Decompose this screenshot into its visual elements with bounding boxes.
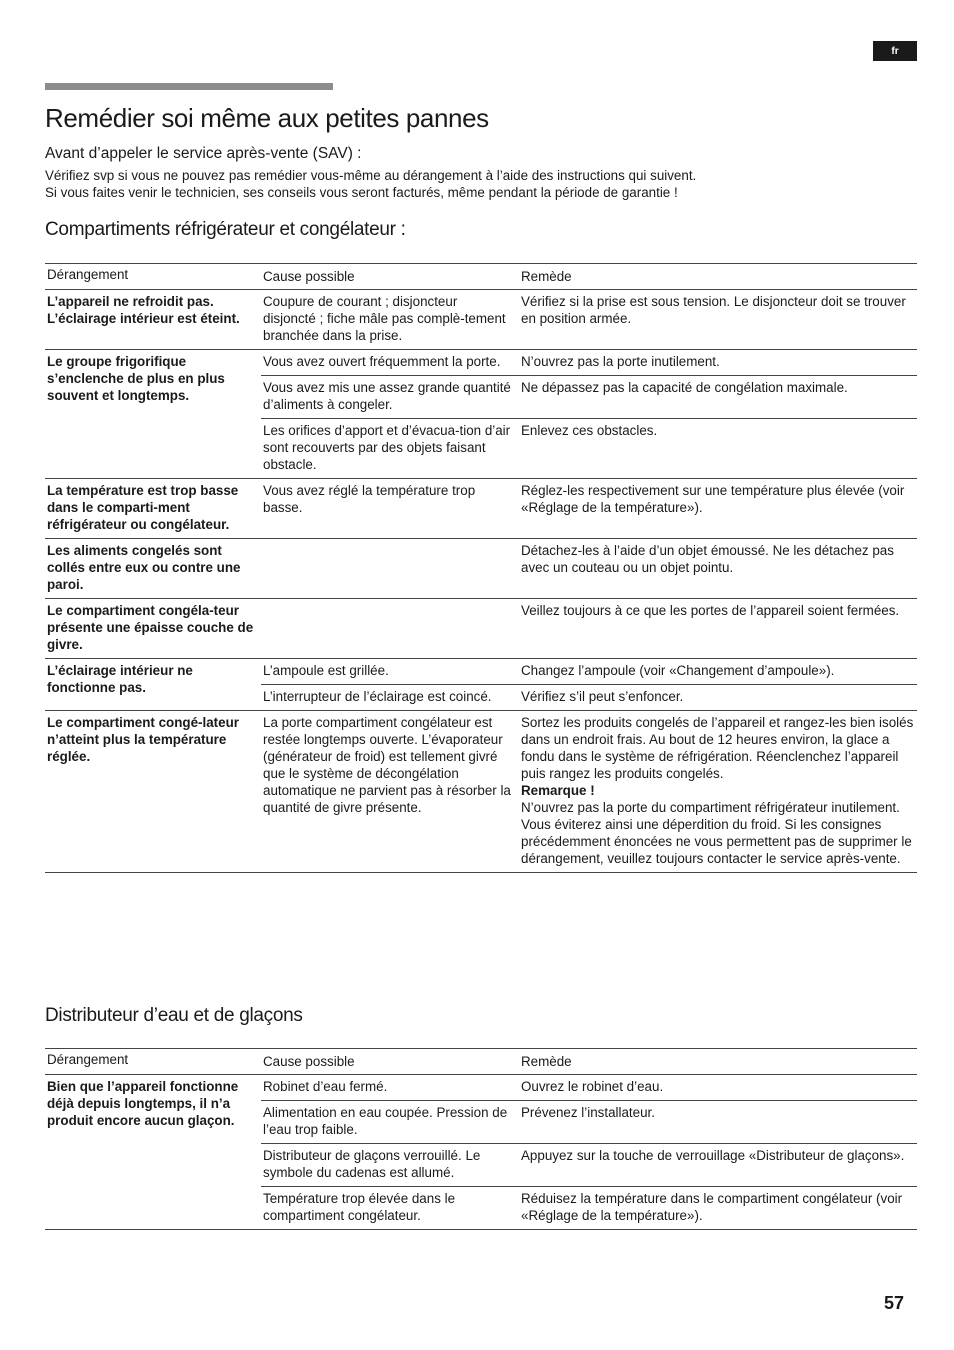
table-row <box>45 539 917 599</box>
cause-cell <box>261 539 519 599</box>
cause-cell: Alimentation en eau coupée. Pression de l’eau trop faible. <box>261 1101 519 1144</box>
remedy-note: N’ouvrez pas la porte du compartiment réfrigérateur inutilement. Vous éviterez ainsi une déperdition du froid. Si les consignes précédemment énoncées ne vous permettent pas de supprimer le dérangement, veuillez toujours contacter le service après-vente. <box>521 800 912 866</box>
remedy-cell: Changez l’ampoule (voir «Changement d’ampoule»). <box>519 659 917 685</box>
cause-cell: Vous avez réglé la température trop basse. <box>261 479 519 539</box>
table-row <box>45 599 917 659</box>
cause-cell: Température trop élevée dans le compartiment congélateur. <box>261 1187 519 1230</box>
remedy-cell: Ouvrez le robinet d’eau. <box>519 1075 917 1101</box>
header-cause: Cause possible <box>261 264 519 290</box>
remedy-cell: Enlevez ces obstacles. <box>519 419 917 479</box>
sav-subheading: Avant d’appeler le service après-vente (SAV) : <box>45 145 362 162</box>
remedy-cell: Vérifiez si la prise est sous tension. Le disjoncteur doit se trouver en position armée. <box>519 290 917 350</box>
fridge-freezer-troubleshooting-table <box>45 263 917 873</box>
symptom-cell: Les aliments congelés sont collés entre eux ou contre une paroi. <box>45 539 261 599</box>
intro-text <box>45 167 696 201</box>
symptom-cell: Bien que l’appareil fonctionne déjà depuis longtemps, il n’a produit encore aucun glaçon. <box>45 1075 261 1230</box>
cause-cell: Distributeur de glaçons verrouillé. Le symbole du cadenas est allumé. <box>261 1144 519 1187</box>
intro-line: Vérifiez svp si vous ne pouvez pas remédier vous-même au dérangement à l’aide des instructions qui suivent. <box>45 168 697 183</box>
remedy-cell: Détachez-les à l’aide d’un objet émoussé. Ne les détachez pas avec un couteau ou un objet pointu. <box>519 539 917 599</box>
table-row <box>45 1075 917 1101</box>
symptom-cell: Le groupe frigorifique s’enclenche de plus en plus souvent et longtemps. <box>45 350 261 479</box>
cause-cell: Les orifices d’apport et d’évacua-tion d’air sont recouverts par des objets faisant obstacle. <box>261 419 519 479</box>
symptom-cell: La température est trop basse dans le comparti-ment réfrigérateur ou congélateur. <box>45 479 261 539</box>
page-title: Remédier soi même aux petites pannes <box>45 103 489 133</box>
remedy-cell: Vérifiez s’il peut s’enfoncer. <box>519 685 917 711</box>
language-badge: fr <box>873 41 917 61</box>
table-row <box>45 350 917 376</box>
header-derangement: Dérangement <box>45 1049 261 1075</box>
symptom-cell: L’éclairage intérieur ne fonctionne pas. <box>45 659 261 711</box>
cause-cell: La porte compartiment congélateur est restée longtemps ouverte. L’évaporateur (générateur de froid) est tellement givré que le système de décongélation automatique ne parvient pas à résorber la quantité de givre présente. <box>261 711 519 873</box>
header-remede: Remède <box>519 264 917 290</box>
header-derangement: Dérangement <box>45 264 261 290</box>
intro-line: Si vous faites venir le technicien, ses conseils vous seront facturés, même pendant la période de garantie ! <box>45 185 678 200</box>
remedy-cell: Ne dépassez pas la capacité de congélation maximale. <box>519 376 917 419</box>
symptom-cell: Le compartiment congé-lateur n’atteint plus la température réglée. <box>45 711 261 873</box>
section-fridge-freezer-title: Compartiments réfrigérateur et congélateur : <box>45 219 406 240</box>
header-remede: Remède <box>519 1049 917 1075</box>
remedy-cell: Appuyez sur la touche de verrouillage «Distributeur de glaçons». <box>519 1144 917 1187</box>
table-row <box>45 659 917 685</box>
remedy-cell: Veillez toujours à ce que les portes de l’appareil soient fermées. <box>519 599 917 659</box>
table-header-row <box>45 1049 917 1075</box>
cause-cell: L’interrupteur de l’éclairage est coincé. <box>261 685 519 711</box>
cause-cell: L’ampoule est grillée. <box>261 659 519 685</box>
remedy-cell: Réglez-les respectivement sur une température plus élevée (voir «Réglage de la température»). <box>519 479 917 539</box>
symptom-cell: L’appareil ne refroidit pas. L’éclairage intérieur est éteint. <box>45 290 261 350</box>
table-row <box>45 290 917 350</box>
remedy-text: Sortez les produits congelés de l’appareil et rangez-les bien isolés dans un endroit frais. Au bout de 12 heures environ, la glace a fondu dans le système de réfrigération. Réenclenchez l’appareil puis rangez les produits congelés. <box>521 715 914 781</box>
remedy-cell: Réduisez la température dans le compartiment congélateur (voir «Réglage de la température»). <box>519 1187 917 1230</box>
header-rule <box>45 83 333 90</box>
cause-cell: Robinet d’eau fermé. <box>261 1075 519 1101</box>
cause-cell <box>261 599 519 659</box>
cause-cell: Vous avez ouvert fréquemment la porte. <box>261 350 519 376</box>
remedy-cell <box>519 711 917 873</box>
symptom-cell: Le compartiment congéla-teur présente une épaisse couche de givre. <box>45 599 261 659</box>
water-ice-troubleshooting-table <box>45 1048 917 1230</box>
section-water-ice-title: Distributeur d’eau et de glaçons <box>45 1005 303 1026</box>
table-row <box>45 479 917 539</box>
table-header-row <box>45 264 917 290</box>
remedy-cell: N’ouvrez pas la porte inutilement. <box>519 350 917 376</box>
table-row <box>45 711 917 873</box>
cause-cell: Vous avez mis une assez grande quantité d’aliments à congeler. <box>261 376 519 419</box>
cause-cell: Coupure de courant ; disjoncteur disjoncté ; fiche mâle pas complè-tement branchée dans la prise. <box>261 290 519 350</box>
header-cause: Cause possible <box>261 1049 519 1075</box>
page-number: 57 <box>884 1293 905 1313</box>
remedy-cell: Prévenez l’installateur. <box>519 1101 917 1144</box>
remedy-note-label: Remarque ! <box>521 783 595 798</box>
